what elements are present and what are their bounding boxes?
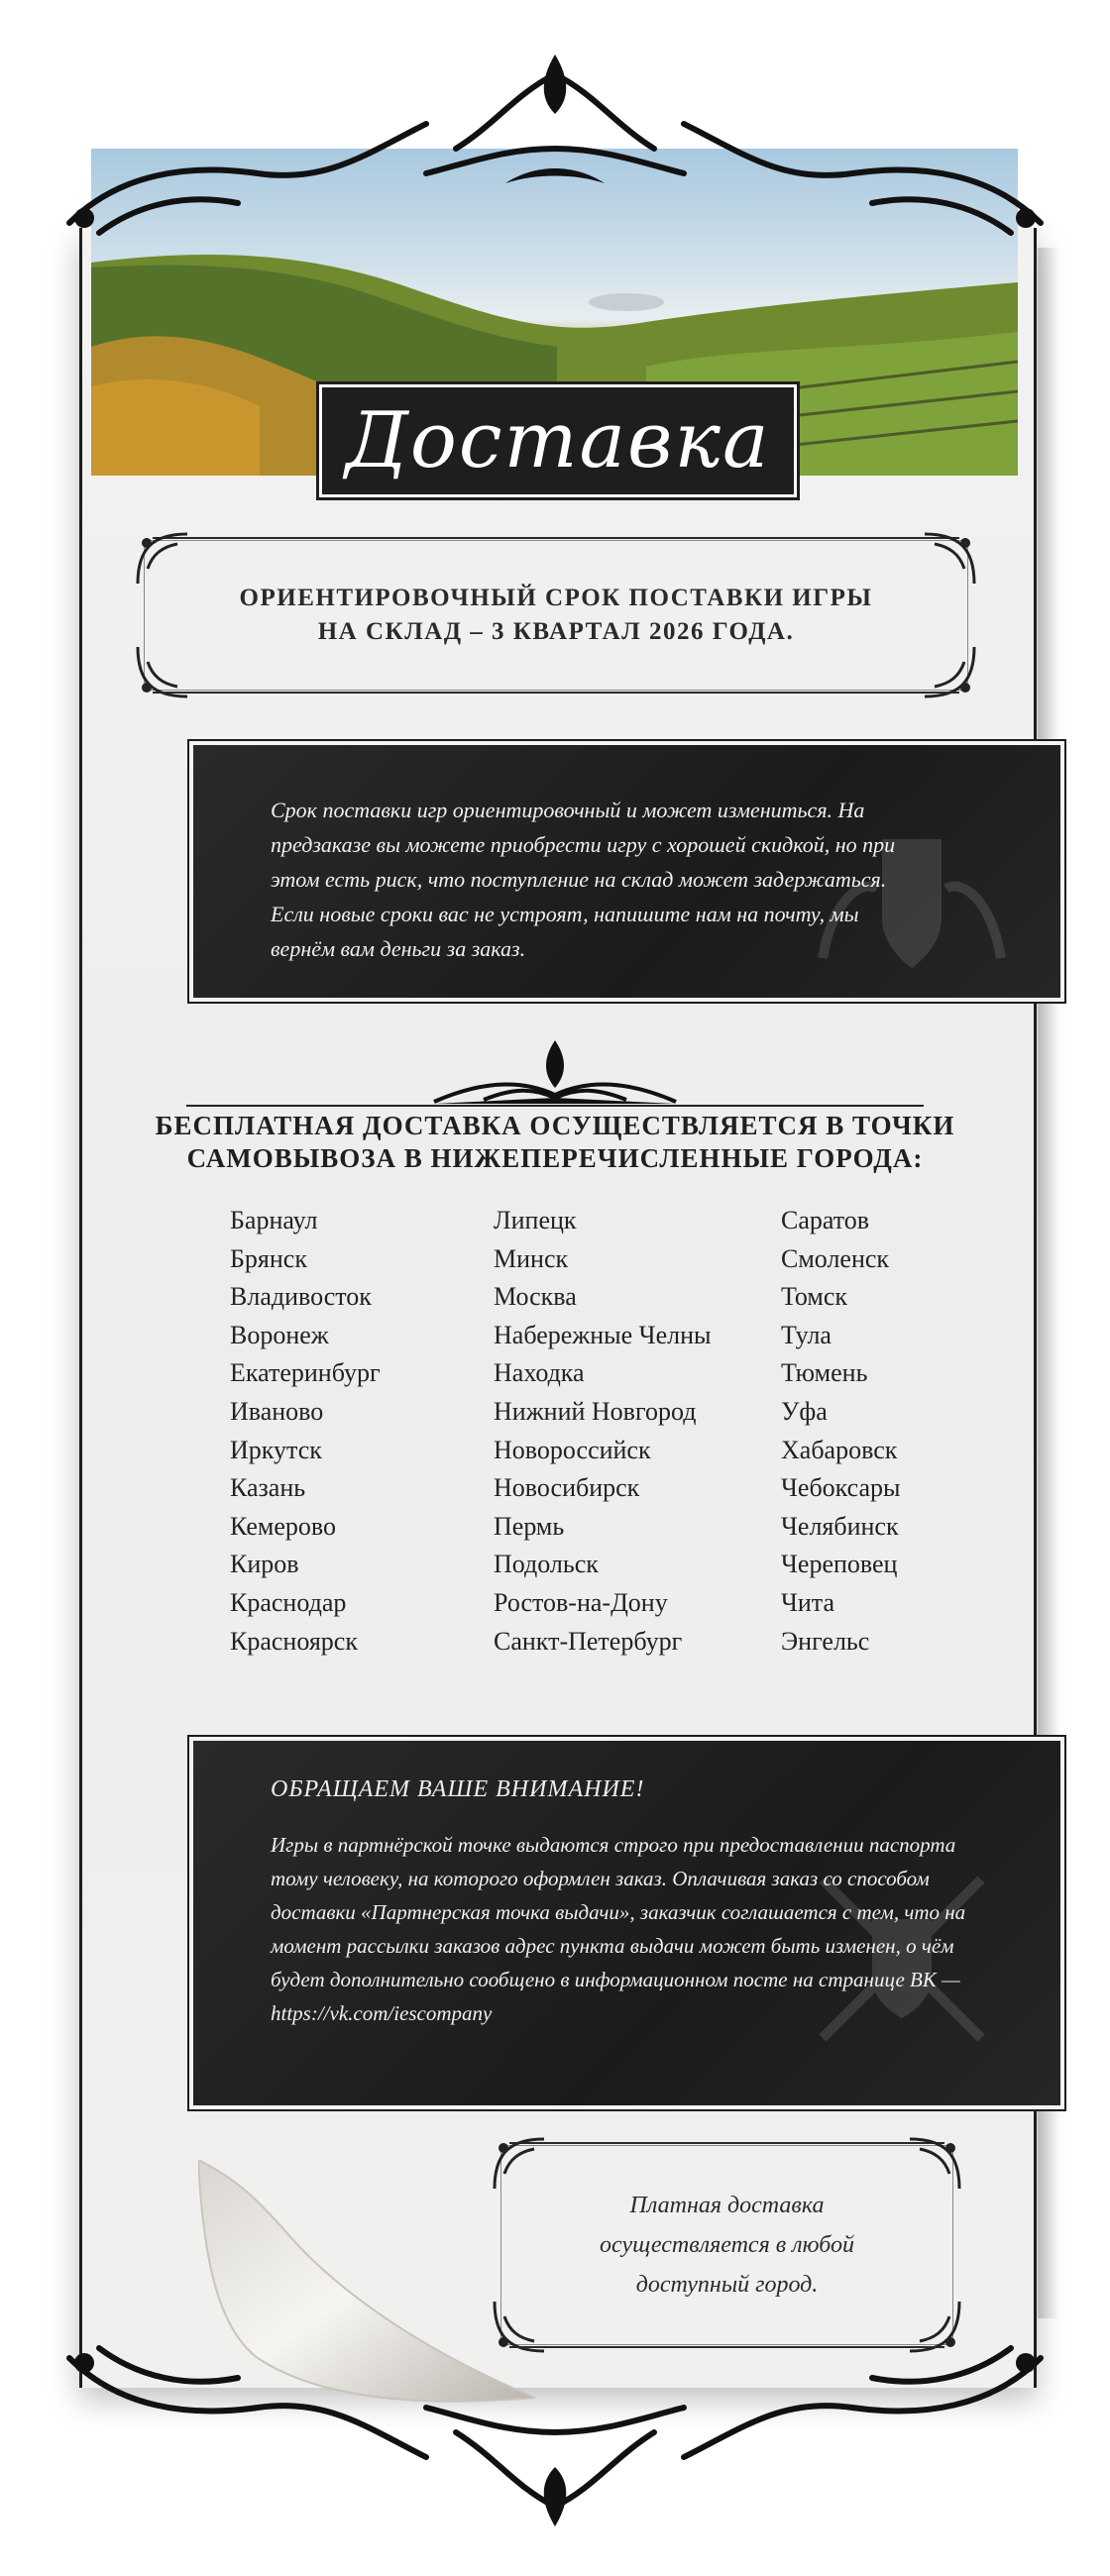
city-item: Тюмень	[781, 1358, 868, 1388]
delivery-estimate-text	[240, 582, 873, 649]
attention-text: Игры в партнёрской точке выдаются строго при предоставлении паспорта тому человеку, на которого оформлен заказ. Оплачивая заказ со способом доставки «Партнерская точка выдачи», заказчик соглашается с тем, что на момент рассылки заказов адрес пункта выдачи может быть изменен, о чём будет дополнительно сообщено в информационном посте на странице ВК — https://vk.com/iescompany	[271, 1833, 966, 2025]
city-item: Хабаровск	[781, 1435, 898, 1464]
city-item: Саратов	[781, 1206, 870, 1234]
city-item: Киров	[230, 1550, 299, 1579]
free-delivery-heading-line: САМОВЫВОЗА В НИЖЕПЕРЕЧИСЛЕННЫЕ ГОРОДА:	[186, 1143, 924, 1173]
paid-delivery-line: Платная доставка	[629, 2193, 825, 2218]
paid-delivery-frame	[500, 2145, 953, 2345]
preorder-warning-text: Срок поставки игр ориентировочный и может измениться. На предзаказе вы можете приобрести игру с хорошей скидкой, но при этом есть риск, что поступление на склад может задержаться. Если новые сроки вас не устроят, напишите нам на почту, мы вернём вам деньги за заказ.	[271, 798, 896, 961]
paid-delivery-line: доступный город.	[635, 2272, 819, 2298]
delivery-estimate-line: ОРИЕНТИРОВОЧНЫЙ СРОК ПОСТАВКИ ИГРЫ	[239, 585, 873, 611]
city-item: Томск	[781, 1282, 848, 1312]
frame-corner-ornament	[920, 642, 979, 701]
city-item: Череповец	[781, 1550, 898, 1579]
city-item: Красноярск	[230, 1626, 358, 1656]
city-item: Челябинск	[781, 1511, 899, 1541]
city-item: Барнаул	[230, 1206, 318, 1234]
delivery-estimate-line: НА СКЛАД – 3 КВАРТАЛ 2026 ГОДА.	[317, 618, 795, 645]
city-item: Набережные Челны	[494, 1320, 712, 1349]
bottom-ornament	[40, 2328, 1070, 2526]
city-item: Ростов-на-Дону	[494, 1587, 668, 1617]
city-item: Краснодар	[230, 1587, 347, 1617]
city-item: Чебоксары	[781, 1473, 901, 1503]
city-item: Смоленск	[781, 1243, 890, 1273]
city-item: Воронеж	[230, 1320, 329, 1349]
preorder-warning-panel	[193, 745, 1060, 998]
free-delivery-heading	[149, 1110, 961, 1175]
city-item: Энгельс	[781, 1626, 870, 1656]
attention-heading: ОБРАЩАЕМ ВАШЕ ВНИМАНИЕ!	[271, 1776, 645, 1802]
city-item: Екатеринбург	[230, 1358, 381, 1388]
page-title: Доставка	[345, 396, 771, 485]
attention-panel	[193, 1741, 1060, 2105]
frame-corner-ornament	[920, 529, 979, 589]
section-divider-ornament	[186, 1040, 924, 1110]
city-item: Казань	[230, 1473, 306, 1503]
delivery-estimate-frame	[144, 540, 968, 691]
city-item: Тула	[781, 1320, 832, 1349]
frame-corner-ornament	[133, 529, 192, 589]
city-item: Владивосток	[230, 1282, 372, 1312]
city-item: Брянск	[230, 1243, 307, 1273]
city-item: Санкт-Петербург	[494, 1626, 683, 1656]
top-ornament	[40, 54, 1070, 253]
paid-delivery-line: осуществляется в любой	[600, 2232, 854, 2258]
free-delivery-heading-line: БЕСПЛАТНАЯ ДОСТАВКА ОСУЩЕСТВЛЯЕТСЯ В ТОЧКИ	[155, 1111, 955, 1140]
city-item: Пермь	[494, 1511, 565, 1541]
city-item: Находка	[494, 1358, 585, 1388]
city-item: Новосибирск	[494, 1473, 640, 1503]
frame-corner-ornament	[905, 2134, 964, 2194]
city-list-column-3	[781, 1202, 901, 1661]
city-list-column-2	[494, 1202, 711, 1661]
title-plate	[319, 384, 797, 497]
city-item: Новороссийск	[494, 1435, 651, 1464]
city-item: Москва	[494, 1282, 577, 1312]
city-item: Подольск	[494, 1550, 599, 1579]
city-item: Липецк	[494, 1206, 577, 1234]
city-item: Уфа	[781, 1396, 828, 1426]
city-item: Минск	[494, 1243, 569, 1273]
city-item: Нижний Новгород	[494, 1396, 697, 1426]
city-item: Чита	[781, 1587, 835, 1617]
city-list-column-1	[230, 1202, 381, 1661]
city-item: Иркутск	[230, 1435, 322, 1464]
paid-delivery-text	[600, 2186, 854, 2305]
frame-corner-ornament	[133, 642, 192, 701]
city-item: Кемерово	[230, 1511, 336, 1541]
city-item: Иваново	[230, 1396, 324, 1426]
